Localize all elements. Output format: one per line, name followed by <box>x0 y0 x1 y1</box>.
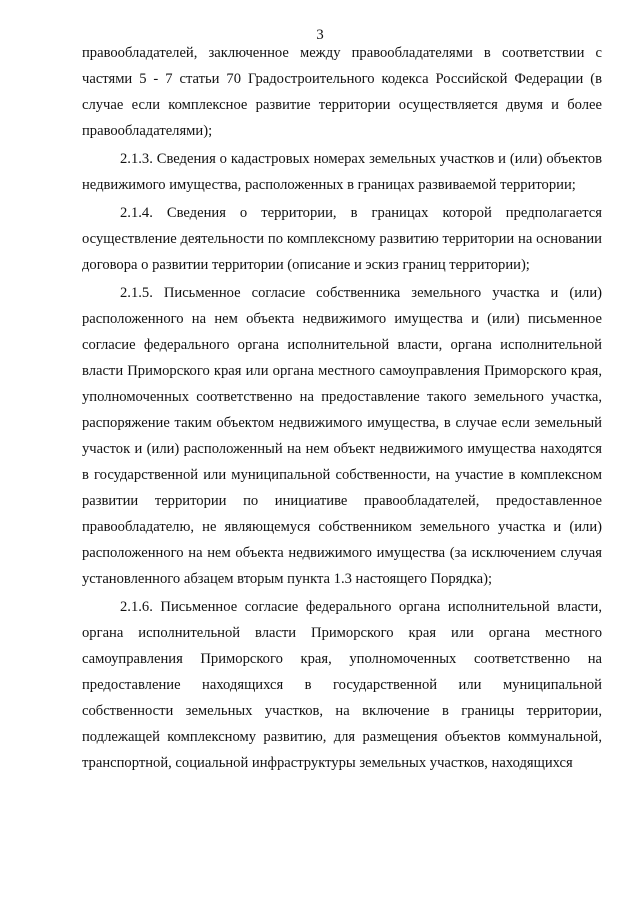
paragraph-2-1-3: 2.1.3. Сведения о кадастровых номерах земельных участков и (или) объектов недвижимого имущества, расположенных в границах развиваемой территории; <box>82 151 602 193</box>
paragraph-continuation: правообладателей, заключенное между правообладателями в соответствии с частями 5 - 7 статьи 70 Градостроительного кодекса Российской Федерации (в случае если комплексное развитие территории осуществляется двумя и более правообладателями); <box>82 45 602 139</box>
document-body <box>82 40 602 776</box>
paragraph-2-1-5: 2.1.5. Письменное согласие собственника земельного участка и (или) расположенного на нем объекта недвижимого имущества и (или) письменное согласие федерального органа исполнительной власти, органа исполнительной власти Приморского края или органа местного самоуправления Приморского края, уполномоченных соответственно на предоставление такого земельного участка, распоряжение таким объектом недвижимого имущества, в случае если земельный участок и (или) расположенный на нем объект недвижимого имущества находятся в государственной или муниципальной собственности, на участие в комплексном развитии территории по инициативе правообладателей, предоставленное правообладателю, не являющемуся собственником земельного участка и (или) расположенного на нем объекта недвижимого имущества (за исключением случая установленного абзацем вторым пункта 1.3 настоящего Порядка); <box>82 285 602 587</box>
paragraph-2-1-4: 2.1.4. Сведения о территории, в границах которой предполагается осуществление деятельности по комплексному развитию территории на основании договора о развитии территории (описание и эскиз границ территории); <box>82 205 602 273</box>
paragraph-2-1-6: 2.1.6. Письменное согласие федерального органа исполнительной власти, органа исполнительной власти Приморского края или органа местного самоуправления Приморского края, уполномоченных соответственно на предоставление находящихся в государственной или муниципальной собственности земельных участков, на включение в границы территории, подлежащей комплексному развитию, для размещения объектов коммунальной, транспортной, социальной инфраструктуры земельных участков, находящихся <box>82 599 602 771</box>
page-number: 3 <box>316 27 324 43</box>
